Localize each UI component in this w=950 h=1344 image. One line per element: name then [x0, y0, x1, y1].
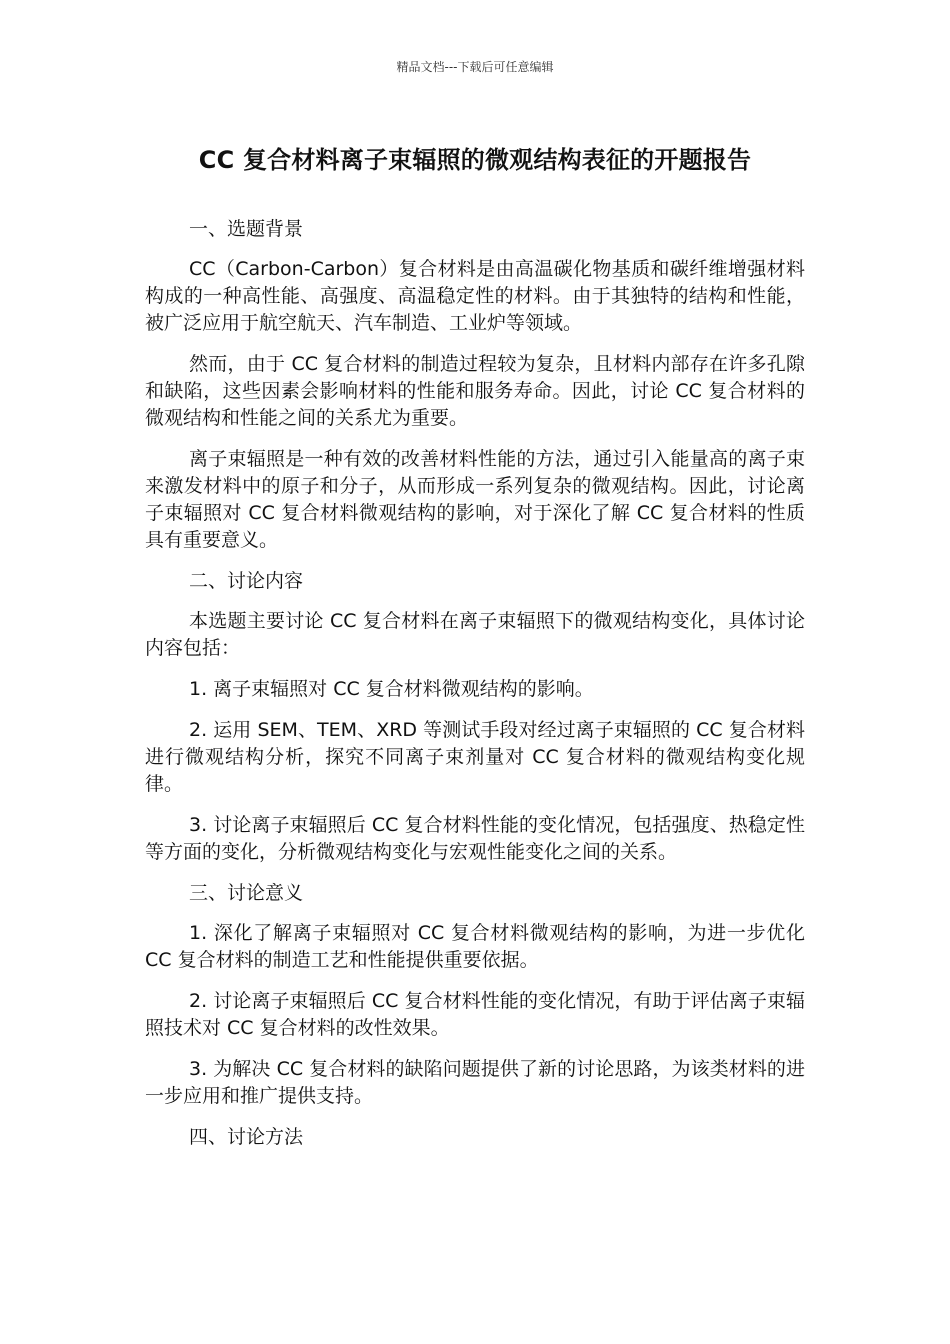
list-item: 3. 为解决 CC 复合材料的缺陷问题提供了新的讨论思路，为该类材料的进一步应用和推广提供支持。 [145, 1058, 805, 1107]
header-note: 精品文档---下载后可任意编辑 [396, 60, 554, 74]
list-item: 1. 深化了解离子束辐照对 CC 复合材料微观结构的影响，为进一步优化 CC 复合材料的制造工艺和性能提供重要依据。 [145, 922, 805, 971]
paragraph: 本选题主要讨论 CC 复合材料在离子束辐照下的微观结构变化，具体讨论内容包括： [145, 610, 805, 659]
document-body [145, 216, 805, 1164]
section-heading-content: 二、讨论内容 [189, 570, 304, 592]
list-item: 3. 讨论离子束辐照后 CC 复合材料性能的变化情况，包括强度、热稳定性等方面的变化，分析微观结构变化与宏观性能变化之间的关系。 [145, 814, 805, 863]
list-item: 1. 离子束辐照对 CC 复合材料微观结构的影响。 [189, 678, 594, 700]
paragraph: 然而，由于 CC 复合材料的制造过程较为复杂，且材料内部存在许多孔隙和缺陷，这些因素会影响材料的性能和服务寿命。因此，讨论 CC 复合材料的微观结构和性能之间的关系尤为重要。 [145, 353, 805, 429]
section-heading-significance: 三、讨论意义 [189, 882, 304, 904]
list-item: 2. 运用 SEM、TEM、XRD 等测试手段对经过离子束辐照的 CC 复合材料进行微观结构分析，探究不同离子束剂量对 CC 复合材料的微观结构变化规律。 [145, 719, 805, 795]
list-item: 2. 讨论离子束辐照后 CC 复合材料性能的变化情况，有助于评估离子束辐照技术对 CC 复合材料的改性效果。 [145, 990, 805, 1039]
paragraph: 离子束辐照是一种有效的改善材料性能的方法，通过引入能量高的离子束来激发材料中的原子和分子，从而形成一系列复杂的微观结构。因此，讨论离子束辐照对 CC 复合材料微观结构的影响，对于深化了解 CC 复合材料的性质具有重要意义。 [145, 448, 805, 551]
paragraph: CC（Carbon-Carbon）复合材料是由高温碳化物基质和碳纤维增强材料构成的一种高性能、高强度、高温稳定性的材料。由于其独特的结构和性能，被广泛应用于航空航天、汽车制造、工业炉等领域。 [145, 258, 805, 334]
section-heading-methods: 四、讨论方法 [189, 1126, 304, 1148]
document-title: CC 复合材料离子束辐照的微观结构表征的开题报告 [198, 146, 752, 174]
section-heading-background: 一、选题背景 [189, 218, 304, 240]
